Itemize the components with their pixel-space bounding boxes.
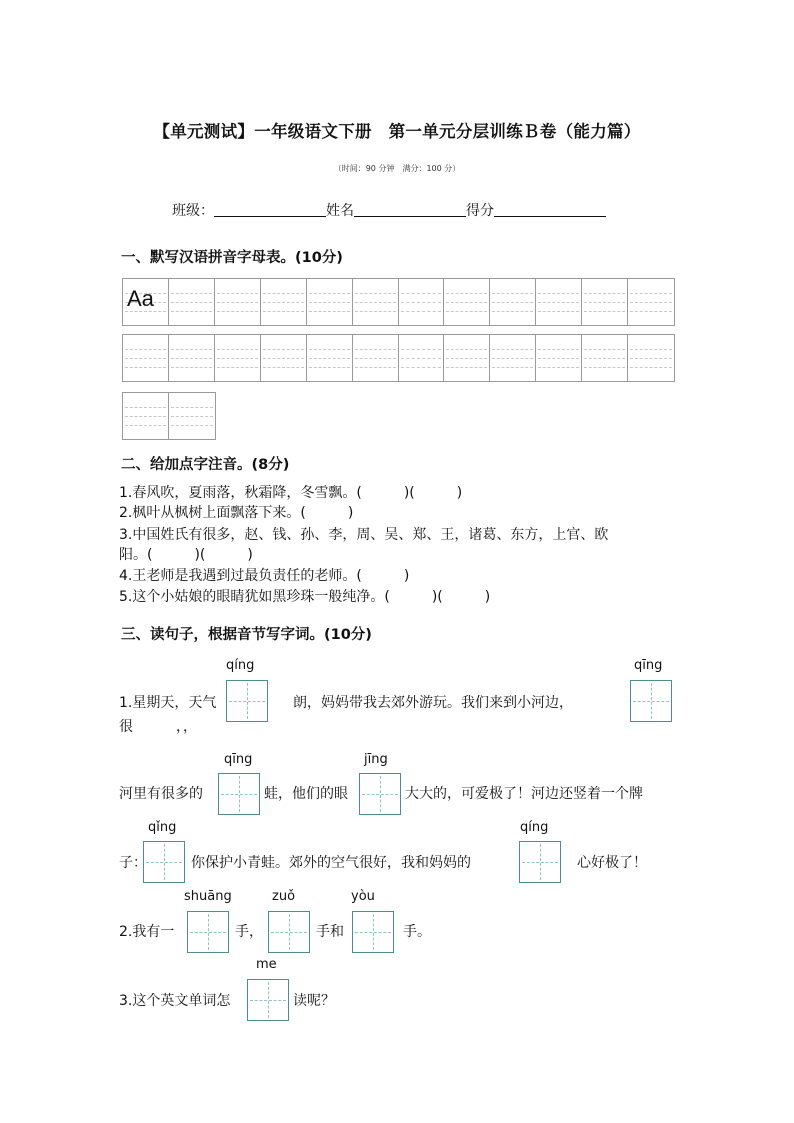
- writing-cell[interactable]: [628, 279, 674, 325]
- writing-cell[interactable]: [399, 279, 445, 325]
- score-label: 得分: [466, 203, 494, 219]
- name-blank[interactable]: [354, 202, 466, 217]
- guide-line: [446, 367, 487, 368]
- guide-line: [263, 293, 304, 294]
- guide-line: [125, 367, 166, 368]
- pinyin-label: jīng: [364, 752, 388, 767]
- pinyin-label: me: [256, 957, 277, 972]
- guide-line: [171, 293, 212, 294]
- pinyin-label: shuāng: [184, 889, 232, 904]
- answer-box-qing-4[interactable]: [143, 841, 185, 883]
- question-2-2: 2.枫叶从枫树上面飘落下来。( ): [119, 505, 354, 521]
- writing-cell[interactable]: [536, 279, 582, 325]
- sentence-text: 大大的，可爱极了！河边还竖着一个牌: [405, 786, 643, 802]
- pinyin-label: qīng: [634, 658, 663, 673]
- writing-cell[interactable]: [399, 335, 445, 381]
- sentence-text: 读呢？: [293, 993, 335, 1009]
- guide-line: [355, 367, 396, 368]
- guide-line: [309, 367, 350, 368]
- writing-cell[interactable]: [307, 279, 353, 325]
- question-2-4: 4.王老师是我遇到过最负责任的老师。( ): [119, 568, 410, 584]
- guide-line: [630, 367, 672, 368]
- sentence-text: 朗，妈妈带我去郊外游玩。我们来到小河边，: [293, 695, 573, 711]
- page-title: 【单元测试】一年级语文下册 第一单元分层训练Ｂ卷（能力篇）: [153, 122, 641, 141]
- guide-line: [492, 293, 533, 294]
- class-label: 班级：: [172, 203, 214, 219]
- guide-line: [217, 358, 258, 359]
- guide-line: [171, 311, 212, 312]
- guide-line: [125, 416, 166, 417]
- guide-line: [630, 302, 672, 303]
- guide-line: [125, 425, 166, 426]
- guide-line: [217, 311, 258, 312]
- writing-cell[interactable]: [353, 279, 399, 325]
- student-info-row: [172, 200, 606, 220]
- writing-cell[interactable]: [582, 335, 628, 381]
- class-blank[interactable]: [214, 202, 326, 217]
- writing-cell[interactable]: [123, 279, 169, 325]
- guide-line: [446, 293, 487, 294]
- guide-line: [355, 349, 396, 350]
- guide-line: [538, 311, 579, 312]
- guide-line: [630, 358, 672, 359]
- answer-box-qing-5[interactable]: [519, 841, 561, 883]
- guide-line: [401, 367, 442, 368]
- guide-line: [309, 349, 350, 350]
- writing-cell[interactable]: [444, 335, 490, 381]
- guide-line: [538, 293, 579, 294]
- writing-cell[interactable]: [536, 335, 582, 381]
- guide-line: [171, 302, 212, 303]
- writing-cell[interactable]: [261, 279, 307, 325]
- guide-line: [630, 349, 672, 350]
- guide-line: [538, 349, 579, 350]
- answer-box-zuo[interactable]: [268, 911, 310, 953]
- guide-line: [217, 349, 258, 350]
- guide-line: [401, 311, 442, 312]
- sentence-text: 河里有很多的: [119, 786, 203, 802]
- guide-line: [446, 358, 487, 359]
- sentence-text: 3.这个英文单词怎: [119, 993, 231, 1009]
- pinyin-label: qǐng: [148, 820, 177, 835]
- guide-line: [584, 311, 625, 312]
- answer-box-me[interactable]: [247, 979, 289, 1021]
- writing-cell[interactable]: [353, 335, 399, 381]
- guide-line: [263, 349, 304, 350]
- guide-line: [492, 349, 533, 350]
- question-2-1: 1.春风吹，夏雨落，秋霜降，冬雪飘。( )( ): [119, 485, 463, 501]
- writing-cell[interactable]: [215, 335, 261, 381]
- sentence-text: 手和: [316, 924, 344, 940]
- guide-line: [446, 311, 487, 312]
- alphabet-grid-row-2[interactable]: [122, 334, 675, 382]
- guide-line: [171, 349, 212, 350]
- section3-heading: 三、读句子，根据音节写字词。(10分): [121, 627, 372, 643]
- sentence-text: 你保护小青蛙。郊外的空气很好，我和妈妈的: [191, 855, 471, 871]
- pinyin-label: qíng: [520, 820, 549, 835]
- guide-line: [171, 407, 213, 408]
- guide-line: [309, 302, 350, 303]
- writing-cell[interactable]: [261, 335, 307, 381]
- writing-cell[interactable]: [628, 335, 674, 381]
- sentence-text: 蛙，他们的眼: [264, 786, 348, 802]
- guide-line: [263, 358, 304, 359]
- guide-line: [217, 293, 258, 294]
- sentence-text: 1.星期天，天气: [119, 695, 217, 711]
- answer-box-qing-2[interactable]: [630, 680, 672, 722]
- question-2-3-cont: 阳。( )( ): [119, 547, 253, 563]
- guide-line: [125, 349, 166, 350]
- guide-line: [217, 302, 258, 303]
- writing-cell[interactable]: [582, 279, 628, 325]
- writing-cell[interactable]: [307, 335, 353, 381]
- guide-line: [492, 367, 533, 368]
- writing-cell[interactable]: [169, 393, 215, 439]
- sample-letter: Aa: [127, 286, 154, 311]
- score-blank[interactable]: [494, 202, 606, 217]
- name-label: 姓名: [326, 203, 354, 219]
- sentence-text: 手。: [403, 924, 431, 940]
- section1-heading: 一、默写汉语拼音字母表。(10分): [121, 250, 343, 266]
- guide-line: [401, 302, 442, 303]
- guide-line: [171, 367, 212, 368]
- alphabet-grid-row-1[interactable]: [122, 278, 675, 326]
- writing-cell[interactable]: [169, 335, 215, 381]
- guide-line: [538, 358, 579, 359]
- guide-line: [446, 302, 487, 303]
- guide-line: [446, 349, 487, 350]
- pinyin-label: yòu: [351, 889, 375, 904]
- pinyin-label: zuǒ: [272, 889, 296, 904]
- guide-line: [263, 302, 304, 303]
- sentence-text: ，，: [176, 719, 197, 735]
- writing-cell[interactable]: [444, 279, 490, 325]
- guide-line: [401, 293, 442, 294]
- guide-line: [492, 311, 533, 312]
- sentence-text: 子：: [119, 855, 147, 871]
- guide-line: [584, 302, 625, 303]
- guide-line: [263, 367, 304, 368]
- sentence-text: 心好极了！: [577, 855, 647, 871]
- answer-box-you[interactable]: [352, 911, 394, 953]
- section2-heading: 二、给加点字注音。(8分): [121, 457, 290, 473]
- guide-line: [309, 293, 350, 294]
- guide-line: [630, 293, 672, 294]
- answer-box-jing[interactable]: [359, 773, 401, 815]
- guide-line: [125, 358, 166, 359]
- alphabet-grid-row-3[interactable]: [122, 392, 216, 440]
- writing-cell[interactable]: [490, 335, 536, 381]
- guide-line: [171, 358, 212, 359]
- guide-line: [630, 311, 672, 312]
- question-2-5: 5.这个小姑娘的眼睛犹如黑珍珠一般纯净。( )( ): [119, 589, 491, 605]
- answer-box-shuang[interactable]: [187, 911, 229, 953]
- guide-line: [217, 367, 258, 368]
- answer-box-qing-3[interactable]: [218, 773, 260, 815]
- guide-line: [492, 358, 533, 359]
- guide-line: [309, 358, 350, 359]
- writing-cell[interactable]: [123, 393, 169, 439]
- sentence-text: 2.我有一: [119, 924, 175, 940]
- guide-line: [584, 367, 625, 368]
- guide-line: [401, 358, 442, 359]
- pinyin-label: qīng: [224, 752, 253, 767]
- guide-line: [584, 358, 625, 359]
- guide-line: [125, 407, 166, 408]
- pinyin-label: qíng: [226, 658, 255, 673]
- writing-cell[interactable]: [123, 335, 169, 381]
- guide-line: [355, 311, 396, 312]
- sentence-text: 手，: [235, 924, 263, 940]
- guide-line: [171, 416, 213, 417]
- writing-cell[interactable]: [215, 279, 261, 325]
- guide-line: [171, 425, 213, 426]
- guide-line: [355, 302, 396, 303]
- guide-line: [355, 293, 396, 294]
- guide-line: [538, 367, 579, 368]
- guide-line: [355, 358, 396, 359]
- guide-line: [584, 349, 625, 350]
- exam-time-score: （时间：90 分钟 满分：100 分）: [333, 164, 461, 173]
- writing-cell[interactable]: [490, 279, 536, 325]
- guide-line: [492, 302, 533, 303]
- guide-line: [309, 311, 350, 312]
- writing-cell[interactable]: [169, 279, 215, 325]
- guide-line: [263, 311, 304, 312]
- guide-line: [401, 349, 442, 350]
- question-2-3: 3.中国姓氏有很多，赵、钱、孙、李，周、吴、郑、王，诸葛、东方，上官、欧: [119, 527, 609, 543]
- answer-box-qing-1[interactable]: [226, 680, 268, 722]
- guide-line: [538, 302, 579, 303]
- guide-line: [584, 293, 625, 294]
- sentence-text: 很: [119, 719, 133, 735]
